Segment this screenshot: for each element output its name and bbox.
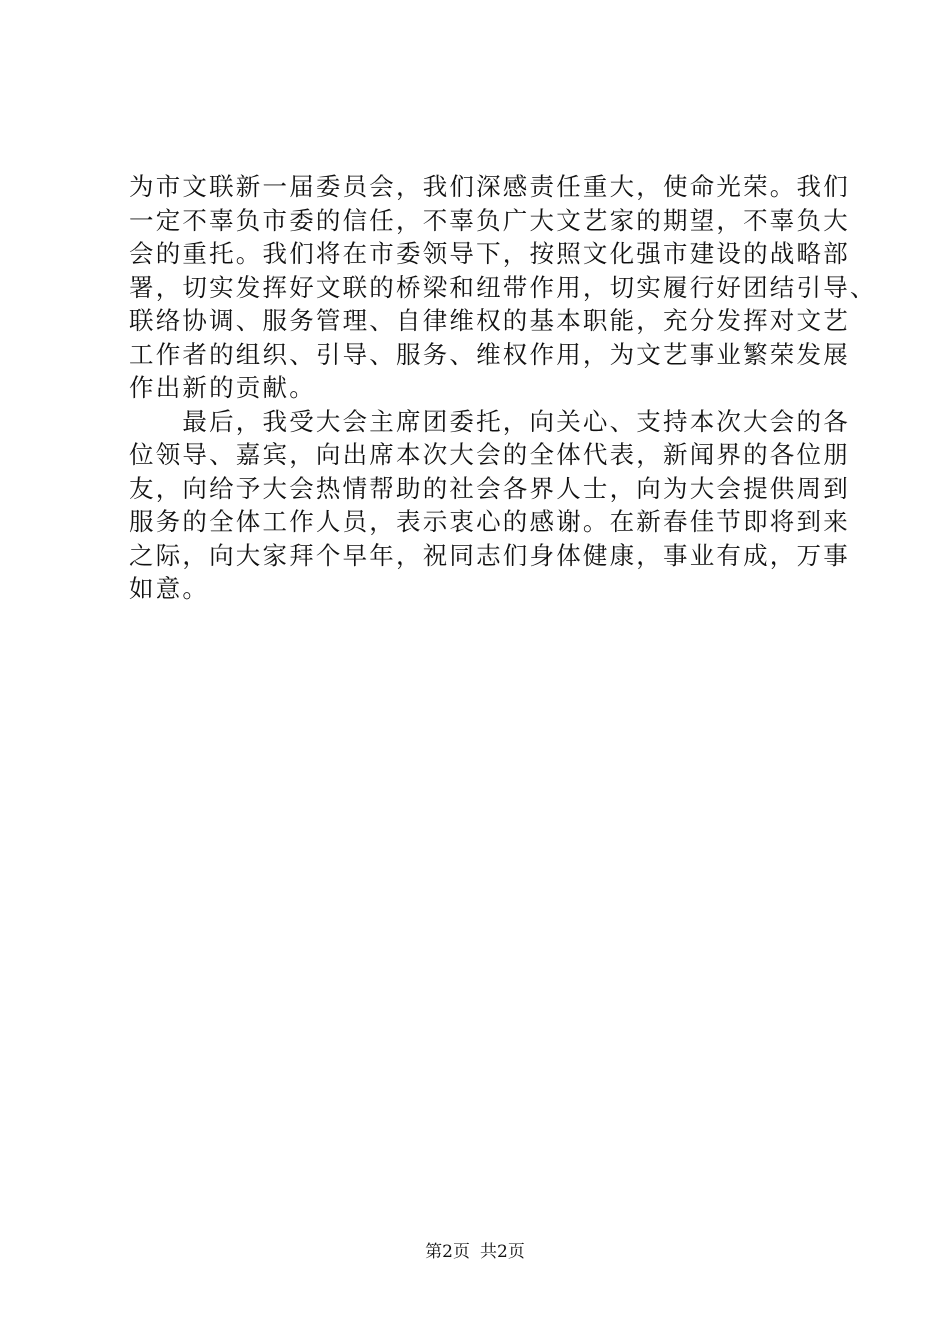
text-line: 最后，我受大会主席团委托，向关心、支持本次大会的各	[129, 406, 850, 436]
text-line: 友，向给予大会热情帮助的社会各界人士，向为大会提供周到	[129, 473, 850, 503]
text-line: 一定不辜负市委的信任，不辜负广大文艺家的期望，不辜负大	[129, 205, 850, 235]
text-line: 如意。	[129, 574, 210, 603]
text-line: 作出新的贡献。	[129, 373, 316, 402]
text-line: 联络协调、服务管理、自律维权的基本职能，充分发挥对文艺	[129, 306, 850, 335]
body-text	[129, 170, 877, 606]
text-line: 会的重托。我们将在市委领导下，按照文化强市建设的战略部	[129, 239, 850, 268]
page-number-current: 第2页	[425, 1242, 470, 1262]
text-line: 之际，向大家拜个早年，祝同志们身体健康，事业有成，万事	[129, 540, 850, 570]
text-line: 服务的全体工作人员，表示衷心的感谢。在新春佳节即将到来	[129, 507, 850, 536]
page-number-total: 共2页	[480, 1242, 525, 1262]
text-line: 为市文联新一届委员会，我们深感责任重大，使命光荣。我们	[129, 172, 850, 201]
page-footer	[0, 1240, 950, 1264]
text-line: 署，切实发挥好文联的桥梁和纽带作用，切实履行好团结引导、	[129, 272, 877, 302]
text-line: 位领导、嘉宾，向出席本次大会的全体代表，新闻界的各位朋	[129, 440, 850, 469]
text-line: 工作者的组织、引导、服务、维权作用，为文艺事业繁荣发展	[129, 339, 850, 369]
